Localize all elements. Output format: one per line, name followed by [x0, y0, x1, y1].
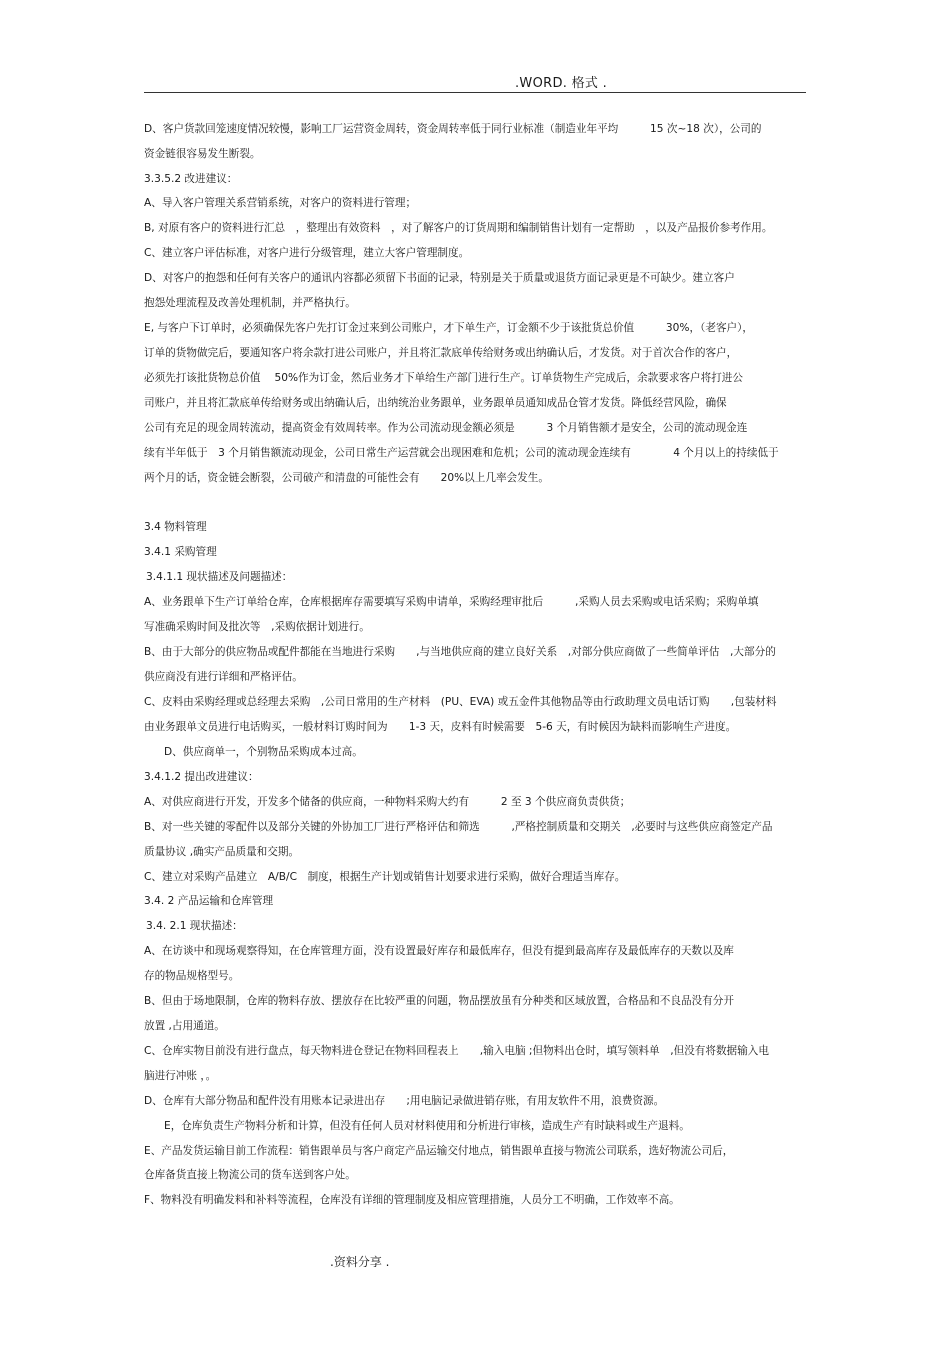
header-divider	[144, 92, 806, 93]
text-line: 3.4. 2.1 现状描述：	[146, 920, 243, 932]
text-line: 3.4. 2 产品运输和仓库管理	[144, 895, 274, 907]
text-line: A、业务跟单下生产订单给仓库，仓库根据库存需要填写采购申请单，采购经理审批后 ,采购人员去采购或电话采购；采购单填	[144, 596, 759, 608]
text-line: E，仓库负责生产物料分析和计算，但没有任何人员对材料使用和分析进行审核，造成生产有时缺料或生产退料。	[164, 1120, 690, 1132]
text-line: 存的物品规格型号。	[144, 970, 240, 982]
text-line: 放置 ,占用通道。	[144, 1020, 225, 1032]
text-line: 3.4.1.1 现状描述及问题描述：	[146, 571, 293, 583]
text-line: D、客户货款回笼速度情况较慢，影响工厂运营资金周转，资金周转率低于同行业标准（制造业年平均 15 次~18 次），公司的	[144, 123, 762, 135]
text-line: A、在访谈中和现场观察得知，在仓库管理方面，没有设置最好库存和最低库存，但没有提到最高库存及最低库存的天数以及库	[144, 945, 734, 957]
text-line: 3.4.1 采购管理	[144, 546, 217, 558]
text-line: 公司有充足的现金周转流动，提高资金有效周转率。作为公司流动现金额必须是 3 个月销售额才是安全，公司的流动现金连	[144, 422, 748, 434]
text-line: 司账户，并且将汇款底单传给财务或出纳确认后，出纳统治业务跟单，业务跟单员通知成品仓管才发货。降低经营风险，确保	[144, 397, 727, 409]
text-line: B、但由于场地限制，仓库的物料存放、摆放存在比较严重的问题，物品摆放虽有分种类和区域放置，合格品和不良品没有分开	[144, 995, 734, 1007]
text-line: B、由于大部分的供应物品或配件都能在当地进行采购 ,与当地供应商的建立良好关系 ,对部分供应商做了一些简单评估 ,大部分的	[144, 646, 776, 658]
text-line: 由业务跟单文员进行电话购买，一般材料订购时间为 1-3 天，皮料有时候需要 5-6 天，有时候因为缺料而影响生产进度。	[144, 721, 737, 733]
text-line: C、皮料由采购经理或总经理去采购 ,公司日常用的生产材料 (PU、EVA) 或五金件其他物品等由行政助理文员电话订购 ,包装材料	[144, 696, 777, 708]
text-line: 续有半年低于 3 个月销售额流动现金，公司日常生产运营就会出现困难和危机；公司的流动现金连续有 4 个月以上的持续低于	[144, 447, 779, 459]
text-line: E, 与客户下订单时，必须确保先客户先打订金过来到公司账户，才下单生产，订金额不少于该批货总价值 30%，（老客户），	[144, 322, 754, 334]
text-line: C、建立对采购产品建立 A/B/C 制度，根据生产计划或销售计划要求进行采购，做好合理适当库存。	[144, 871, 626, 883]
text-line: E、产品发货运输目前工作流程：销售跟单员与客户商定产品运输交付地点，销售跟单直接与物流公司联系，选好物流公司后，	[144, 1145, 734, 1157]
text-line: 3.4.1.2 提出改进建议：	[144, 771, 259, 783]
text-line: 抱怨处理流程及改善处理机制，并严格执行。	[144, 297, 356, 309]
text-line: 写准确采购时间及批次等 ,采购依据计划进行。	[144, 621, 370, 633]
page-footer: .资料分享 .	[330, 1255, 390, 1269]
text-line: B, 对原有客户的资料进行汇总 ，整理出有效资料 ，对了解客户的订货周期和编制销售计划有一定帮助 ，以及产品报价参考作用。	[144, 222, 773, 234]
text-line: F、物料没有明确发料和补料等流程，仓库没有详细的管理制度及相应管理措施，人员分工不明确，工作效率不高。	[144, 1194, 680, 1206]
text-line: 两个月的话，资金链会断裂，公司破产和清盘的可能性会有 20%以上几率会发生。	[144, 472, 549, 484]
text-line: A、对供应商进行开发，开发多个储备的供应商，一种物料采购大约有 2 至 3 个供应商负责供货；	[144, 796, 631, 808]
text-line: 3.4 物料管理	[144, 521, 207, 533]
text-line: 资金链很容易发生断裂。	[144, 148, 261, 160]
text-line: 3.3.5.2 改进建议：	[144, 173, 238, 185]
text-line: D、对客户的抱怨和任何有关客户的通讯内容都必须留下书面的记录，特别是关于质量或退货方面记录更是不可缺少。建立客户	[144, 272, 735, 284]
text-line: 仓库备货直接上物流公司的货车送到客户处。	[144, 1169, 356, 1181]
text-line: D、仓库有大部分物品和配件没有用账本记录进出存 ;用电脑记录做进销存账，有用友软件不用，浪费资源。	[144, 1095, 665, 1107]
text-line: 质量协议 ,确实产品质量和交期。	[144, 846, 300, 858]
text-line: A、导入客户管理关系营销系统，对客户的资料进行管理；	[144, 197, 417, 209]
text-line: 脑进行冲账 ，。	[144, 1070, 217, 1082]
text-line: C、建立客户评估标准，对客户进行分级管理，建立大客户管理制度。	[144, 247, 470, 259]
text-line: D、供应商单一，个别物品采购成本过高。	[164, 746, 363, 758]
text-line: 供应商没有进行详细和严格评估。	[144, 671, 303, 683]
text-line: C、仓库实物目前没有进行盘点，每天物料进仓登记在物料回程表上 ,输入电脑 ;但物料出仓时，填写领料单 ,但没有将数据输入电	[144, 1045, 769, 1057]
text-line: 必须先打该批货物总价值 50%作为订金，然后业务才下单给生产部门进行生产。订单货物生产完成后，余款要求客户将打进公	[144, 372, 743, 384]
text-line: 订单的货物做完后，要通知客户将余款打进公司账户，并且将汇款底单传给财务或出纳确认后，才发货。对于首次合作的客户，	[144, 347, 738, 359]
text-line: B、对一些关键的零配件以及部分关键的外协加工厂进行严格评估和筛选 ,严格控制质量和交期关 ,必要时与这些供应商签定产品	[144, 821, 773, 833]
page-header-title: .WORD. 格式 .	[515, 76, 608, 91]
